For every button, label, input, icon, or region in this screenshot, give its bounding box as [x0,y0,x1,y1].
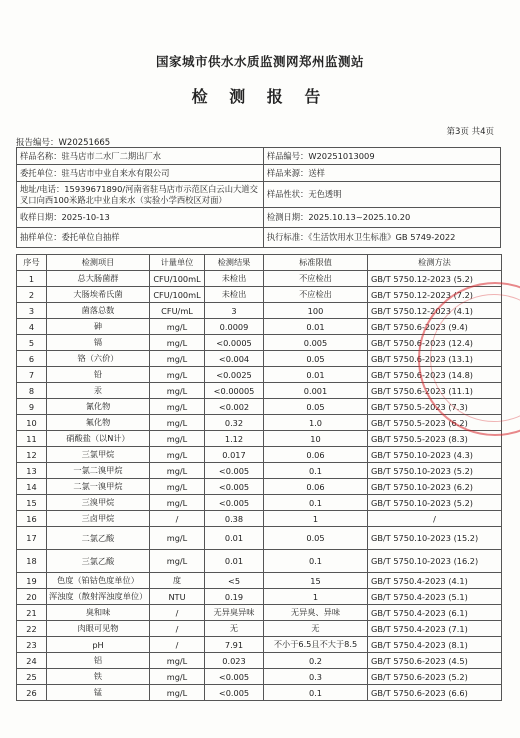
unit: NTU [150,589,205,605]
test-result: <0.0005 [205,335,264,351]
test-item: 二氯乙酸 [47,527,150,550]
test-item: 氰化物 [47,399,150,415]
test-method: GB/T 5750.6-2023 (13.1) [368,351,502,367]
test-result: 无 [205,621,264,637]
row-index: 5 [17,335,47,351]
test-item: 砷 [47,319,150,335]
unit: / [150,605,205,621]
test-method: GB/T 5750.4-2023 (8.1) [368,637,502,653]
test-method: GB/T 5750.10-2023 (6.2) [368,479,502,495]
client-name: 驻马店市中业自来水有限公司 [61,167,170,178]
row-index: 8 [17,383,47,399]
table-row [17,319,502,335]
row-index: 23 [17,637,47,653]
header-limit: 标准限值 [264,255,368,271]
standard-limit: 1 [264,511,368,527]
test-method: GB/T 5750.10-2023 (4.3) [368,447,502,463]
test-method: GB/T 5750.6-2023 (4.5) [368,653,502,669]
receive-date: 2025-10-13 [61,212,110,222]
unit: mg/L [150,685,205,701]
table-row [17,399,502,415]
test-result: 0.19 [205,589,264,605]
row-index: 25 [17,669,47,685]
test-result: <5 [205,573,264,589]
test-item: 臭和味 [47,605,150,621]
standard-limit: 无 [264,621,368,637]
row-index: 1 [17,271,47,287]
table-row [17,511,502,527]
test-method: GB/T 5750.6-2023 (11.1) [368,383,502,399]
test-item: 三氯乙酸 [47,550,150,573]
row-index: 17 [17,527,47,550]
test-result: 0.38 [205,511,264,527]
test-result: <0.0025 [205,367,264,383]
test-method: GB/T 5750.5-2023 (8.3) [368,431,502,447]
test-method: GB/T 5750.10-2023 (5.2) [368,495,502,511]
test-item: 硝酸盐（以N计） [47,431,150,447]
unit: / [150,511,205,527]
test-method: GB/T 5750.4-2023 (7.1) [368,621,502,637]
unit: mg/L [150,431,205,447]
header-method: 检测方法 [368,255,502,271]
test-method: GB/T 5750.6-2023 (6.6) [368,685,502,701]
unit: 度 [150,573,205,589]
standard-limit: 1.0 [264,415,368,431]
unit: / [150,621,205,637]
row-index: 14 [17,479,47,495]
row-index: 18 [17,550,47,573]
table-row [17,415,502,431]
unit: mg/L [150,550,205,573]
standard-limit: 0.06 [264,479,368,495]
test-method: GB/T 5750.4-2023 (5.1) [368,589,502,605]
row-index: 6 [17,351,47,367]
test-method: GB/T 5750.6-2023 (12.4) [368,335,502,351]
table-row [17,685,502,701]
state-cell: 样品性状：无色透明 [263,182,500,208]
test-result: 未检出 [205,287,264,303]
row-index: 2 [17,287,47,303]
unit: mg/L [150,367,205,383]
test-method: GB/T 5750.5-2023 (6.2) [368,415,502,431]
test-item: 三溴甲烷 [47,495,150,511]
test-item: 三卤甲烷 [47,511,150,527]
row-index: 19 [17,573,47,589]
test-result: <0.002 [205,399,264,415]
table-row [17,335,502,351]
address-cell: 地址/电话：15939671890/河南省驻马店市示范区白云山大道交 叉口向西100米路北中业自来水（实验小学西校区对面） [17,182,264,208]
test-method: GB/T 5750.12-2023 (4.1) [368,303,502,319]
test-result: 0.32 [205,415,264,431]
test-method: GB/T 5750.10-2023 (5.2) [368,463,502,479]
test-item: 铬（六价） [47,351,150,367]
sample-no-cell: 样品编号：W20251013009 [263,148,500,165]
test-result: 0.017 [205,447,264,463]
header-unit: 计量单位 [150,255,205,271]
test-method: GB/T 5750.4-2023 (6.1) [368,605,502,621]
test-method: / [368,511,502,527]
table-row [17,669,502,685]
table-row [17,573,502,589]
page-number: 第3页 共4页 [446,127,494,137]
row-index: 22 [17,621,47,637]
row-index: 9 [17,399,47,415]
standard-limit: 100 [264,303,368,319]
table-row [17,351,502,367]
standard-limit: 不应检出 [264,287,368,303]
test-item: 铁 [47,669,150,685]
test-item: 肉眼可见物 [47,621,150,637]
test-method: GB/T 5750.12-2023 (5.2) [368,271,502,287]
sample-name-cell: 样品名称：驻马店市二水厂二期出厂水 [17,148,264,165]
table-row [17,589,502,605]
test-item: 色度（铂钴色度单位） [47,573,150,589]
test-method: GB/T 5750.6-2023 (9.4) [368,319,502,335]
test-item: 大肠埃希氏菌 [47,287,150,303]
unit: mg/L [150,653,205,669]
standard-limit: 1 [264,589,368,605]
unit: mg/L [150,479,205,495]
table-row [17,495,502,511]
test-result: 0.0009 [205,319,264,335]
standard-limit: 0.1 [264,463,368,479]
test-item: 总大肠菌群 [47,271,150,287]
sample-source: 送样 [308,167,325,178]
row-index: 11 [17,431,47,447]
table-row [17,463,502,479]
test-method: GB/T 5750.4-2023 (4.1) [368,573,502,589]
standard-limit: 0.3 [264,669,368,685]
test-result: 无异臭异味 [205,605,264,621]
unit: CFU/100mL [150,287,205,303]
row-index: 16 [17,511,47,527]
unit: CFU/mL [150,303,205,319]
client-cell: 委托单位：驻马店市中业自来水有限公司 [17,165,264,182]
test-result: 0.01 [205,527,264,550]
test-method: GB/T 5750.10-2023 (16.2) [368,550,502,573]
test-item: 汞 [47,383,150,399]
test-item: 三氯甲烷 [47,447,150,463]
receive-date-cell: 收样日期：2025-10-13 [17,208,264,228]
header-index: 序号 [17,255,47,271]
test-item: 铅 [47,367,150,383]
table-row [17,621,502,637]
unit: mg/L [150,495,205,511]
row-index: 10 [17,415,47,431]
row-index: 4 [17,319,47,335]
test-result: 1.12 [205,431,264,447]
standard-limit: 不小于6.5且不大于8.5 [264,637,368,653]
standard-limit: 0.005 [264,335,368,351]
test-result: 3 [205,303,264,319]
sampler-cell: 抽样单位：委托单位自抽样 [17,228,264,248]
standard-limit: 不应检出 [264,271,368,287]
test-result: <0.004 [205,351,264,367]
sample-state: 无色透明 [308,189,342,199]
row-index: 24 [17,653,47,669]
unit: mg/L [150,351,205,367]
test-method: GB/T 5750.12-2023 (7.2) [368,287,502,303]
standard-limit: 10 [264,431,368,447]
test-item: pH [47,637,150,653]
unit: mg/L [150,383,205,399]
standard-limit: 0.001 [264,383,368,399]
table-row [17,605,502,621]
table-row [17,383,502,399]
standard-limit: 0.1 [264,685,368,701]
table-row [17,653,502,669]
table-row [17,303,502,319]
sample-info-table [16,147,501,248]
test-date-cell: 检测日期：2025.10.13~2025.10.20 [263,208,500,228]
row-index: 13 [17,463,47,479]
test-item: 二氯一溴甲烷 [47,479,150,495]
test-item: 氟化物 [47,415,150,431]
standard-limit: 0.1 [264,495,368,511]
unit: mg/L [150,319,205,335]
doc-title: 检 测 报 告 [191,87,329,106]
row-index: 26 [17,685,47,701]
results-header-row [17,255,502,271]
table-row [17,637,502,653]
unit: / [150,637,205,653]
address-line2: 叉口向西100米路北中业自来水（实验小学西校区对面） [20,194,227,205]
row-index: 20 [17,589,47,605]
test-result: <0.005 [205,685,264,701]
unit: mg/L [150,463,205,479]
table-row [17,550,502,573]
standard-limit: 0.05 [264,351,368,367]
unit: mg/L [150,399,205,415]
standard-limit: 0.06 [264,447,368,463]
test-result: 0.023 [205,653,264,669]
test-result: <0.00005 [205,383,264,399]
header-item: 检测项目 [47,255,150,271]
table-row [17,479,502,495]
unit: CFU/100mL [150,271,205,287]
test-item: 浑浊度（散射浑浊度单位） [47,589,150,605]
test-method: GB/T 5750.6-2023 (14.8) [368,367,502,383]
sample-name: 驻马店市二水厂二期出厂水 [61,150,162,161]
unit: mg/L [150,527,205,550]
test-date: 2025.10.13~2025.10.20 [308,212,411,222]
table-row [17,527,502,550]
table-row [17,447,502,463]
test-item: 铝 [47,653,150,669]
test-result: 7.91 [205,637,264,653]
test-result: 未检出 [205,271,264,287]
table-row [17,431,502,447]
standard-limit: 无异臭、异味 [264,605,368,621]
test-result: <0.005 [205,495,264,511]
test-item: 锰 [47,685,150,701]
source-cell: 样品来源：送样 [263,165,500,182]
test-method: GB/T 5750.10-2023 (15.2) [368,527,502,550]
table-row [17,287,502,303]
test-method: GB/T 5750.6-2023 (5.2) [368,669,502,685]
row-index: 21 [17,605,47,621]
test-method: GB/T 5750.5-2023 (7.3) [368,399,502,415]
unit: mg/L [150,669,205,685]
test-result: <0.005 [205,669,264,685]
sample-no: W20251013009 [308,150,375,161]
standard: 《生活饮用水卫生标准》GB 5749-2022 [308,232,456,242]
address-line1: 15939671890/河南省驻马店市示范区白云山大道交 [64,183,258,194]
test-result: <0.005 [205,479,264,495]
standard-cell: 执行标准：《生活饮用水卫生标准》GB 5749-2022 [263,228,500,248]
row-index: 7 [17,367,47,383]
unit: mg/L [150,335,205,351]
standard-limit: 0.05 [264,527,368,550]
results-table [16,254,502,701]
standard-limit: 0.01 [264,367,368,383]
row-index: 15 [17,495,47,511]
standard-limit: 0.2 [264,653,368,669]
header-result: 检测结果 [205,255,264,271]
unit: mg/L [150,415,205,431]
report-number: 报告编号：W20251665 [16,138,111,148]
standard-limit: 0.05 [264,399,368,415]
standard-limit: 0.01 [264,319,368,335]
test-item: 一氯二溴甲烷 [47,463,150,479]
row-index: 3 [17,303,47,319]
table-row [17,367,502,383]
table-row [17,271,502,287]
standard-limit: 15 [264,573,368,589]
unit: mg/L [150,447,205,463]
test-item: 镉 [47,335,150,351]
test-item: 菌落总数 [47,303,150,319]
test-result: 0.01 [205,550,264,573]
test-result: <0.005 [205,463,264,479]
org-title: 国家城市供水水质监测网郑州监测站 [155,54,364,69]
standard-limit: 0.1 [264,550,368,573]
row-index: 12 [17,447,47,463]
sampler: 委托单位自抽样 [61,232,120,242]
